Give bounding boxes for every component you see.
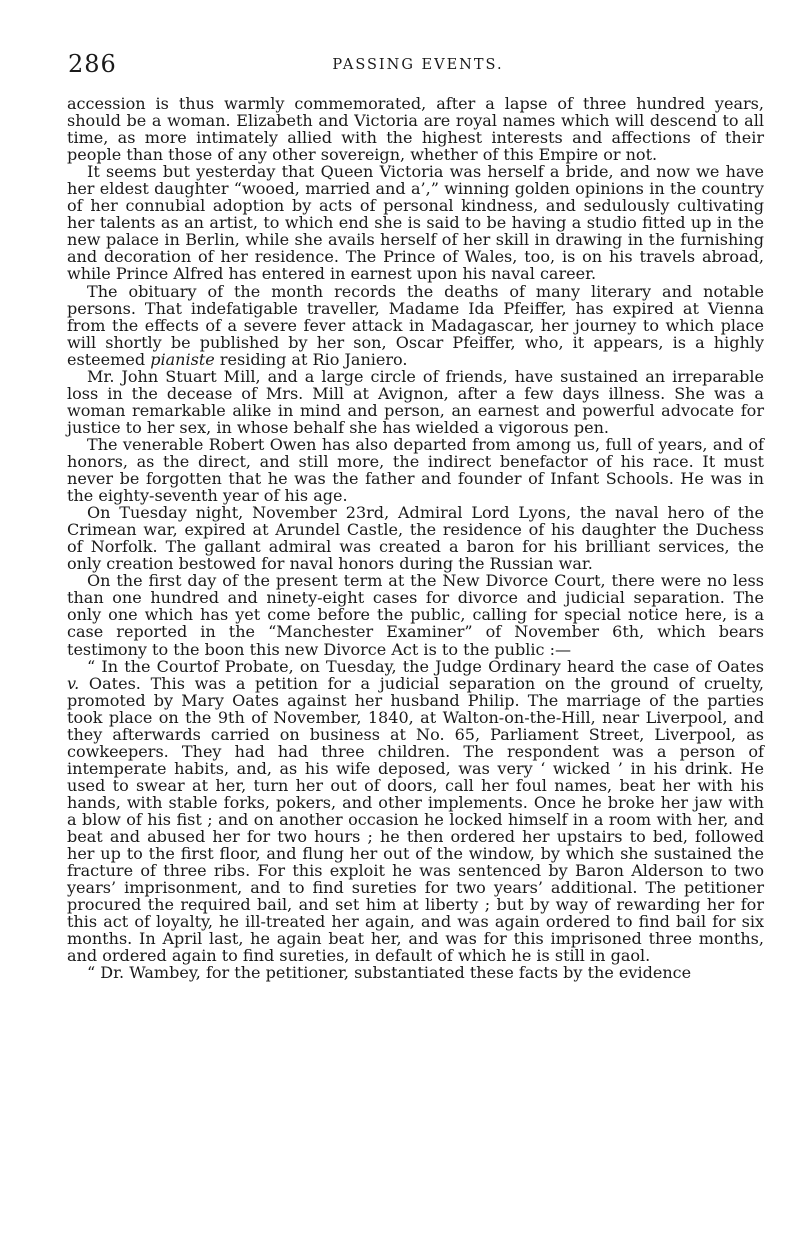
- running-title: PASSING EVENTS.: [332, 57, 504, 73]
- paragraph: [67, 95, 764, 163]
- paragraph: [67, 964, 764, 981]
- article-body: [67, 95, 764, 981]
- text-run: residing at Rio Janiero.: [214, 349, 408, 369]
- paragraph: [67, 283, 764, 368]
- paragraph: [67, 368, 764, 436]
- text-run: The obituary of the month records the deaths of many literary and notable persons. That indefatigable traveller, Madame Ida Pfeiffer, has expired at Vienna from the effects of a severe fever attack in Madagascar, her journey to which place will shortly be published by her son, Oscar Pfeiffer, who, it appears, is a highly esteemed: [67, 281, 764, 369]
- text-run: “ Dr. Wambey, for the petitioner, substantiated these facts by the evidence: [87, 963, 692, 983]
- paragraph: [67, 572, 764, 657]
- page-number: 286: [68, 50, 117, 78]
- italic-text-run: pianiste: [150, 349, 215, 369]
- text-run: “ In the Courtof Probate, on Tuesday, the Judge Ordinary heard the case of Oates: [87, 656, 764, 676]
- text-run: On Tuesday night, November 23rd, Admiral Lord Lyons, the naval hero of the Crimean war, expired at Arundel Castle, the residence of his daughter the Duchess of Norfolk. The gallant admiral was created a baron for his brilliant services, the only creation bestowed for naval honors during the Russian war.: [67, 503, 764, 574]
- paragraph: [67, 163, 764, 282]
- text-run: Oates. This was a petition for a judicial separation on the ground of cruelty, promoted by Mary Oates against her husband Philip. The marriage of the parties took place on the 9th of November, 1840, at Walton-on-the-Hill, near Liverpool, and they afterwards carried on business at No. 65, Parliament Street, Liverpool, as cowkeepers. They had had three children. The respondent was a person of intemperate habits, and, as his wife deposed, was very ‘ wicked ’ in his drink. He used to swear at her, turn her out of doors, call her foul names, beat her with his hands, with stable forks, pokers, and other implements. Once he broke her jaw with a blow of his fist ; and on another occasion he locked himself in a room with her, and beat and abused her for two hours ; he then ordered her upstairs to bed, followed her up to the first floor, and flung her out of the window, by which she sustained the fracture of three ribs. For this exploit he was sentenced by Baron Alderson to two years’ imprisonment, and to find sureties for two years’ additional. The petitioner procured the required bail, and set him at liberty ; but by way of rewarding her for this act of loyalty, he ill-treated her again, and was again ordered to find bail for six months. In April last, he again beat her, and was for this imprisoned three months, and ordered again to find sureties, in default of which he is still in gaol.: [67, 673, 764, 966]
- italic-text-run: v.: [67, 673, 80, 693]
- text-run: On the first day of the present term at the New Divorce Court, there were no less than one hundred and ninety-eight cases for divorce and judicial separation. The only one which has yet come before the public, calling for special notice here, is a case reported in the “Manchester Examiner” of November 6th, which bears testimony to the boon this new Divorce Act is to the public :—: [67, 571, 764, 659]
- text-run: accession is thus warmly commemorated, after a lapse of three hundred years, should be a woman. Elizabeth and Victoria are royal names which will descend to all time, as more intimately allied with the highest interests and affections of their people than those of any other sovereign, whether of this Empire or not.: [67, 94, 764, 165]
- text-run: It seems but yesterday that Queen Victoria was herself a bride, and now we have her eldest daughter “wooed, married and a’,” winning golden opinions in the country of her connubial adoption by acts of personal kindness, and sedulously cultivating her talents as an artist, to which end she is said to be having a studio fitted up in the new palace in Berlin, while she avails herself of her skill in drawing in the furnishing and decoration of her residence. The Prince of Wales, too, is on his travels abroad, while Prince Alfred has entered in earnest upon his naval career.: [67, 162, 764, 284]
- paragraph: [67, 436, 764, 504]
- paragraph: [67, 658, 764, 965]
- text-run: Mr. John Stuart Mill, and a large circle of friends, have sustained an irreparable loss in the decease of Mrs. Mill at Avignon, after a few days illness. She was a woman remarkable alike in mind and person, an earnest and powerful advocate for justice to her sex, in whose behalf she has wielded a vigorous pen.: [67, 366, 764, 437]
- text-run: The venerable Robert Owen has also departed from among us, full of years, and of honors, as the direct, and still more, the indirect benefactor of his race. It must never be forgotten that he was the father and founder of Infant Schools. He was in the eighty-seventh year of his age.: [67, 434, 764, 506]
- paragraph: [67, 504, 764, 572]
- page-header: [68, 50, 768, 84]
